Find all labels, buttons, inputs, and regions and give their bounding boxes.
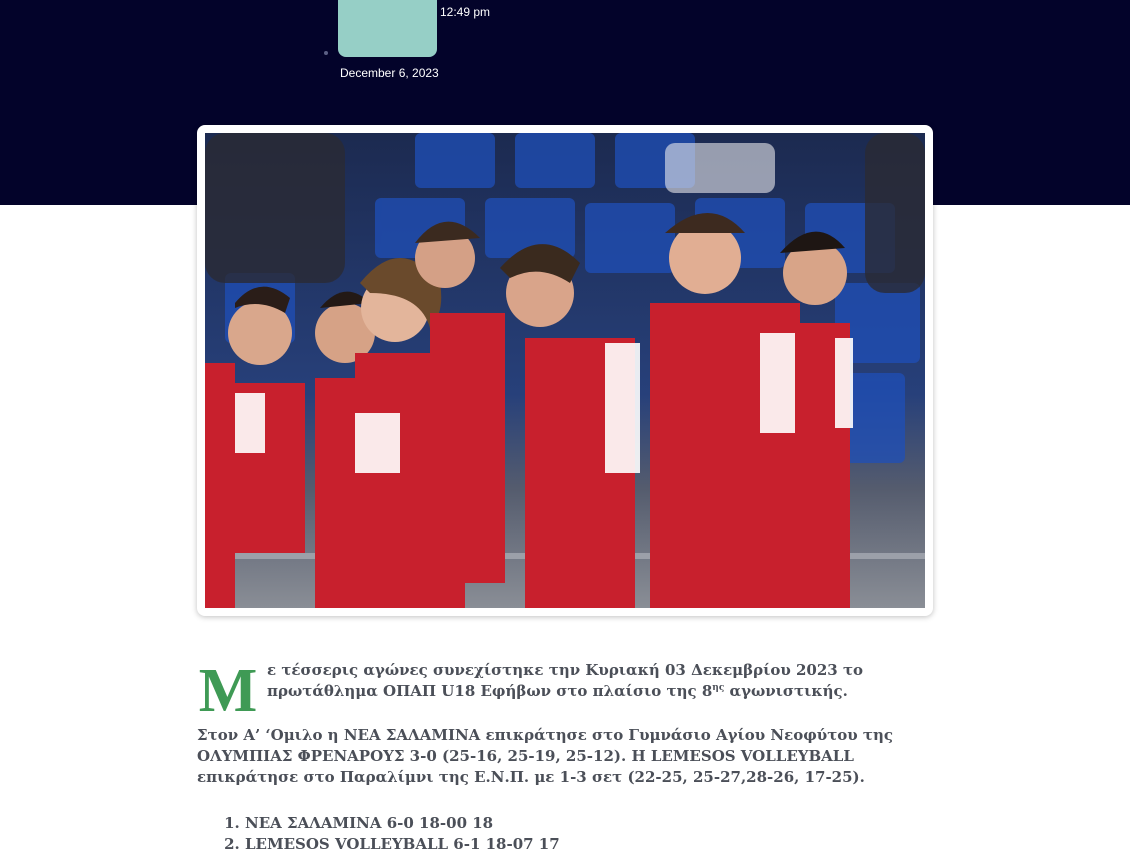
post-time: 12:49 pm: [440, 5, 491, 19]
volleyball-team-photo: [205, 133, 925, 608]
paragraph-group-a: Στον Α’ ‘Ομιλο η ΝΕΑ ΣΑΛΑΜΙΝΑ επικράτησε στο Γυμνάσιο Αγίου Νεοφύτου της ΟΛΥΜΠΙΑΣ ΦΡΕΝΑΡΟΥΣ 3-0 (25-16, 25-19, 25-12). Η LEMESOS VOLLEYBALL επικράτησε στο Παραλίμνι της Ε.Ν.Π. με 1-3 σετ (22-25, 25-27,28-26, 17-25).: [197, 726, 894, 786]
author-avatar[interactable]: [338, 0, 437, 57]
standings-item: 2. LEMESOS VOLLEYBALL 6-1 18-07 17: [245, 834, 933, 855]
post-date: December 6, 2023: [340, 66, 439, 80]
lead-text: ε τέσσερις αγώνες συνεχίστηκε την Κυριακή 03 Δεκεμβρίου 2023 το πρωτάθλημα ΟΠΑΠ U18 Εφήβων στο πλαίσιο της 8: [267, 661, 864, 700]
post-meta: [0, 0, 1130, 120]
article-body: [197, 657, 933, 855]
featured-image-card: [197, 125, 933, 616]
standings-list: [197, 813, 933, 855]
standings-item: 1. ΝΕΑ ΣΑΛΑΜΙΝΑ 6-0 18-00 18: [245, 813, 933, 834]
featured-image[interactable]: [205, 133, 925, 608]
drop-cap: Μ: [198, 657, 258, 725]
lead-superscript: ης: [712, 683, 725, 693]
lead-paragraph: [197, 660, 933, 702]
lead-end: αγωνιστικής.: [724, 682, 848, 700]
separator-dot: [324, 51, 328, 55]
